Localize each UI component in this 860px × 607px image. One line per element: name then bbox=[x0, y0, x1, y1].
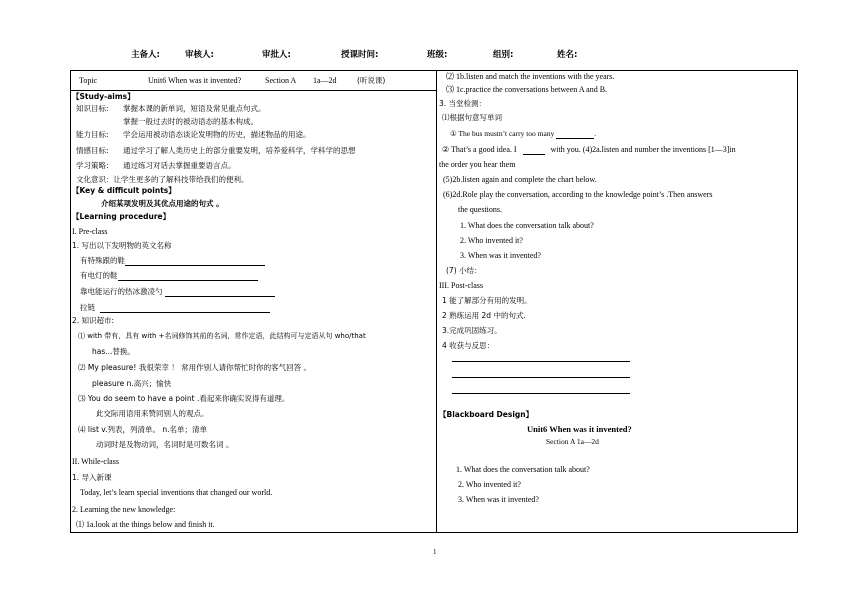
question-3: 3. When was it invented? bbox=[460, 251, 541, 260]
answer-blank[interactable] bbox=[118, 280, 258, 281]
test-item-2: ② That’s a good idea. I with you. (4)2a.listen and number the inventions [1—3]in bbox=[442, 145, 736, 154]
answer-blank[interactable] bbox=[165, 296, 275, 297]
knowledge-point-3: ⑶ You do seem to have a point .看起来你确实说得有道理。 bbox=[78, 394, 290, 403]
group-label: 组别: bbox=[493, 50, 514, 60]
culture-aim: 文化意识：让学生更多的了解科技带给我们的便利。 bbox=[76, 175, 249, 184]
name-label: 姓名: bbox=[557, 50, 578, 60]
page-number: 1 bbox=[433, 548, 437, 556]
reflection-line[interactable] bbox=[452, 361, 630, 362]
while-class-item-2: 2. Learning the new knowledge: bbox=[72, 505, 176, 514]
topic-label: Topic bbox=[79, 76, 98, 85]
strategy-label: 学习策略: bbox=[76, 161, 109, 170]
fill-words-instruction: ⑴根据句意写单词 bbox=[442, 113, 502, 122]
pre-class-item-1: 1. 写出以下发明物的英文名称 bbox=[72, 241, 172, 250]
answer-blank[interactable] bbox=[523, 154, 545, 155]
knowledge-aim-1: 掌握本课的新单词，短语及常见重点句式。 bbox=[123, 104, 266, 113]
knowledge-aim-2: 掌握一般过去时的被动语态的基本构成。 bbox=[123, 117, 258, 126]
knowledge-point-1-cont: has...替换。 bbox=[92, 347, 135, 356]
invention-c-label: 靠电能运行的热冰激凌勺 bbox=[80, 287, 275, 297]
study-aims-title: 【Study-aims】 bbox=[72, 92, 135, 101]
section-label: Section A bbox=[265, 76, 297, 85]
task-1b: ⑵ 1b.listen and match the inventions with the years. bbox=[446, 72, 615, 81]
blackboard-unit: Unit6 When was it invented? bbox=[527, 424, 632, 434]
emotion-label: 情感目标: bbox=[76, 146, 109, 155]
post-class-heading: III. Post-class bbox=[439, 281, 483, 290]
post-class-item-4: 4 收获与反思： bbox=[442, 341, 495, 350]
while-class-intro: Today, let’s learn special inventions that changed our world. bbox=[80, 488, 273, 497]
preparer-label: 主备人: bbox=[131, 50, 160, 60]
range-label: 1a—2d bbox=[313, 76, 337, 85]
reflection-line[interactable] bbox=[452, 377, 630, 378]
unit-title: Unit6 When was it invented? bbox=[148, 76, 242, 85]
question-1: 1. What does the conversation talk about? bbox=[460, 221, 594, 230]
procedure-title: 【Learning procedure】 bbox=[72, 212, 171, 221]
reviewer-label: 审核人: bbox=[185, 50, 214, 60]
blackboard-question-3: 3. When was it invented? bbox=[458, 495, 539, 504]
ability-aim: 学会运用被动语态谈论发明物的历史，描述物品的用途。 bbox=[123, 130, 311, 139]
task-1c: ⑶ 1c.practice the conversations between A and B. bbox=[446, 85, 608, 94]
emotion-aim: 通过学习了解人类历史上的部分重要发明，培养爱科学，学科学的思想 bbox=[123, 146, 356, 155]
knowledge-point-3-cont: 此交际用语用来赞同别人的观点。 bbox=[96, 409, 209, 418]
knowledge-point-4-cont: 动词时是及物动词，名词时是可数名词 。 bbox=[96, 440, 234, 449]
question-2: 2. Who invented it? bbox=[460, 236, 523, 245]
while-class-heading: II. While-class bbox=[72, 457, 119, 466]
knowledge-point-2: ⑵ My pleasure! 我很荣幸 ！ 常用作别人请你帮忙时你的客气回答 。 bbox=[78, 363, 311, 372]
answer-blank[interactable] bbox=[100, 312, 270, 313]
ability-label: 能力目标: bbox=[76, 130, 109, 139]
blackboard-question-1: 1. What does the conversation talk about? bbox=[456, 465, 590, 474]
blackboard-question-2: 2. Who invented it? bbox=[458, 480, 521, 489]
invention-b-label: 有电灯的鞋 bbox=[80, 271, 258, 281]
lesson-type: (听说课) bbox=[357, 76, 386, 85]
invention-d-label: 拉链 bbox=[80, 303, 270, 313]
test-item-1: ① The bus mustn’t carry too many . bbox=[450, 129, 597, 138]
invention-a-label: 有特殊跟的鞋 bbox=[80, 256, 265, 266]
post-class-item-3: 3.完成巩固练习。 bbox=[442, 326, 502, 335]
task-2d: (6)2d.Role play the conversation, according to the knowledge point’s .Then answers bbox=[443, 190, 713, 199]
pre-class-heading: I. Pre-class bbox=[72, 227, 108, 236]
answer-blank[interactable] bbox=[556, 138, 594, 139]
topic-row-divider bbox=[70, 90, 437, 91]
task-2a-cont: the order you hear them bbox=[439, 160, 516, 169]
column-divider bbox=[436, 70, 437, 533]
task-2b: (5)2b.listen again and complete the chart below. bbox=[443, 175, 597, 184]
key-points-title: 【Key & difficult points】 bbox=[72, 186, 176, 195]
approver-label: 审批人: bbox=[262, 50, 291, 60]
reflection-line[interactable] bbox=[452, 393, 630, 394]
in-class-test-heading: 3. 当堂检测： bbox=[439, 99, 487, 108]
class-time-label: 授课时间: bbox=[341, 50, 379, 60]
strategy-aim: 通过练习对话去掌握重要语言点。 bbox=[123, 161, 236, 170]
answer-blank[interactable] bbox=[125, 265, 265, 266]
task-2d-cont: the questions. bbox=[458, 205, 502, 214]
post-class-item-2: 2 熟练运用 2d 中的句式. bbox=[442, 311, 526, 320]
while-class-1a: ⑴ 1a.look at the things below and finish it. bbox=[76, 520, 215, 529]
knowledge-point-4: ⑷ list v.列表，列清单。 n.名单；清单 bbox=[78, 425, 208, 434]
blackboard-title: 【Blackboard Design】 bbox=[439, 410, 534, 419]
post-class-item-1: 1 能了解部分有用的发明。 bbox=[442, 296, 532, 305]
knowledge-label: 知识目标: bbox=[76, 104, 109, 113]
knowledge-point-2-cont: pleasure n.高兴；愉快 bbox=[92, 379, 172, 388]
knowledge-point-1: ⑴ with 带有，具有 with +名词修饰其前的名词，常作定语，此结构可与定语从句 who/that bbox=[78, 332, 366, 340]
summary-label: (7) 小结： bbox=[446, 266, 482, 275]
class-label: 班级: bbox=[427, 50, 448, 60]
knowledge-market-heading: 2. 知识超市: bbox=[72, 316, 115, 325]
key-points-content: 介绍某项发明及其优点用途的句式 。 bbox=[101, 199, 224, 208]
while-class-item-1: 1. 导入新课 bbox=[72, 473, 112, 482]
blackboard-section: Section A 1a—2d bbox=[546, 437, 599, 446]
